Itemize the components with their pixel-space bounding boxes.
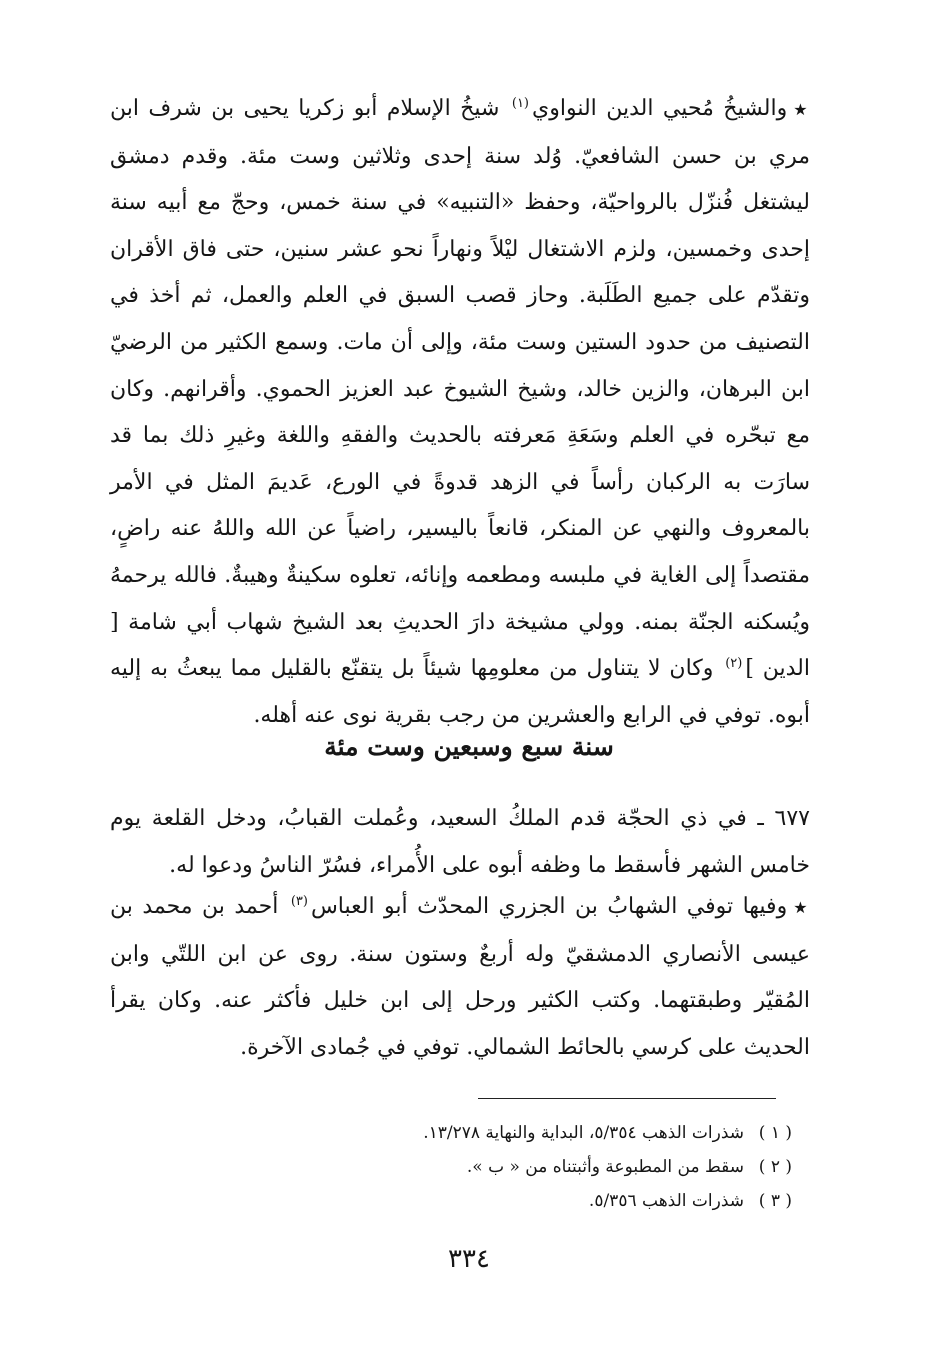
footnote-number: ( ٣ ) bbox=[758, 1191, 792, 1211]
footnote-ref-1[interactable]: (١) bbox=[511, 95, 529, 111]
footnote-text: شذرات الذهب ٥/٣٥٦. bbox=[588, 1191, 744, 1211]
biography-jazari-paragraph bbox=[110, 884, 810, 1071]
footnote-item bbox=[272, 1184, 792, 1218]
footnote-number: ( ١ ) bbox=[758, 1123, 792, 1143]
footnote-number: ( ٢ ) bbox=[758, 1157, 792, 1177]
nawawi-closing-text: وكان لا يتناول من معلومِها شيئاً بل يتقنّع بالقليل مما يبعثُ به إليه أبوه. توفي في الرابع والعشرين من رجب بقرية نوى عنه أهله. bbox=[110, 656, 810, 728]
footnote-divider bbox=[478, 1098, 776, 1099]
year-677-paragraph: ٦٧٧ ـ في ذي الحجّة قدم الملكُ السعيد، وعُملت القبابُ، ودخل القلعة يوم خامس الشهر فأسقط ما وظفه أبوه على الأُمراء، فسُرّ الناسُ ودعوا له. bbox=[110, 806, 810, 878]
footnote-text: شذرات الذهب ٥/٣٥٤، البداية والنهاية ١٣/٢٧٨. bbox=[423, 1123, 744, 1143]
star-marker-icon: ★ bbox=[793, 100, 810, 119]
jazari-intro-text: وفيها توفي الشهابُ بن الجزري المحدّث أبو العباس bbox=[310, 894, 788, 919]
footnote-ref-2[interactable]: (٢) bbox=[725, 655, 743, 671]
nawawi-intro-text: والشيخُ مُحيي الدين النواوي bbox=[532, 96, 788, 121]
star-marker-icon: ★ bbox=[793, 898, 811, 917]
footnote-item bbox=[272, 1116, 792, 1150]
biography-nawawi-paragraph bbox=[110, 86, 810, 739]
year-section-heading: سنة سبع وسبعين وست مئة bbox=[324, 732, 614, 761]
footnote-item bbox=[272, 1150, 792, 1184]
footnote-text: سقط من المطبوعة وأثبتناه من « ب ». bbox=[466, 1157, 744, 1177]
jazari-body-text: أحمد بن محمد بن عيسى الأنصاري الدمشقيّ وله أربعٌ وستون سنة. روى عن ابن اللتّي وابن المُقيّر وطبقتهما. وكتب الكثير ورحل إلى ابن خليل فأكثر عنه. وكان يقرأ الحديث على كرسي بالحائط الشمالي. توفي في جُمادى الآخرة. bbox=[110, 894, 810, 1060]
footnotes-list bbox=[272, 1116, 792, 1218]
footnote-ref-3[interactable]: (٣) bbox=[290, 893, 308, 909]
nawawi-body-text: شيخُ الإسلام أبو زكريا يحيى بن شرف ابن مري بن حسن الشافعيّ. وُلد سنة إحدى وثلاثين وست مئة. وقدم دمشق ليشتغل فُنزّل بالرواحيّة، وحفظ «التنبيه» في سنة خمس، وحجّ مع أبيه سنة إحدى وخمسين، ولزم الاشتغال ليْلاً ونهاراً نحو عشر سنين، حتى فاق الأقران وتقدّم على جميع الطَلَبة. وحاز قصب السبق في العلم والعمل، ثم أخذ في التصنيف من حدود الستين وست مئة، وإلى أن مات. وسمع الكثير من الرضيّ ابن البرهان، والزين خالد، وشيخ الشيوخ عبد العزيز الحموي. وأقرانهم. وكان مع تبحّره في العلم وسَعَةِ مَعرفته بالحديث والفقهِ واللغة وغيرِ ذلك بما قد سارَت به الركبان رأساً في الزهد قدوةً في الورع، عَديمَ المثل في الأمر بالمعروف والنهي عن المنكر، قانعاً باليسير، راضياً عن الله واللهُ عنه راضٍ، مقتصداً إلى الغاية في ملبسه ومطعمه وإنائه، تعلوه سكينةٌ وهيبةٌ. فالله يرحمهُ ويُسكنه الجنّة بمنه. وولي مشيخة دارَ الحديثِ بعد الشيخ شهاب أبي شامة [ الدين ] bbox=[110, 96, 810, 682]
page-number: ٣٣٤ bbox=[448, 1244, 490, 1274]
